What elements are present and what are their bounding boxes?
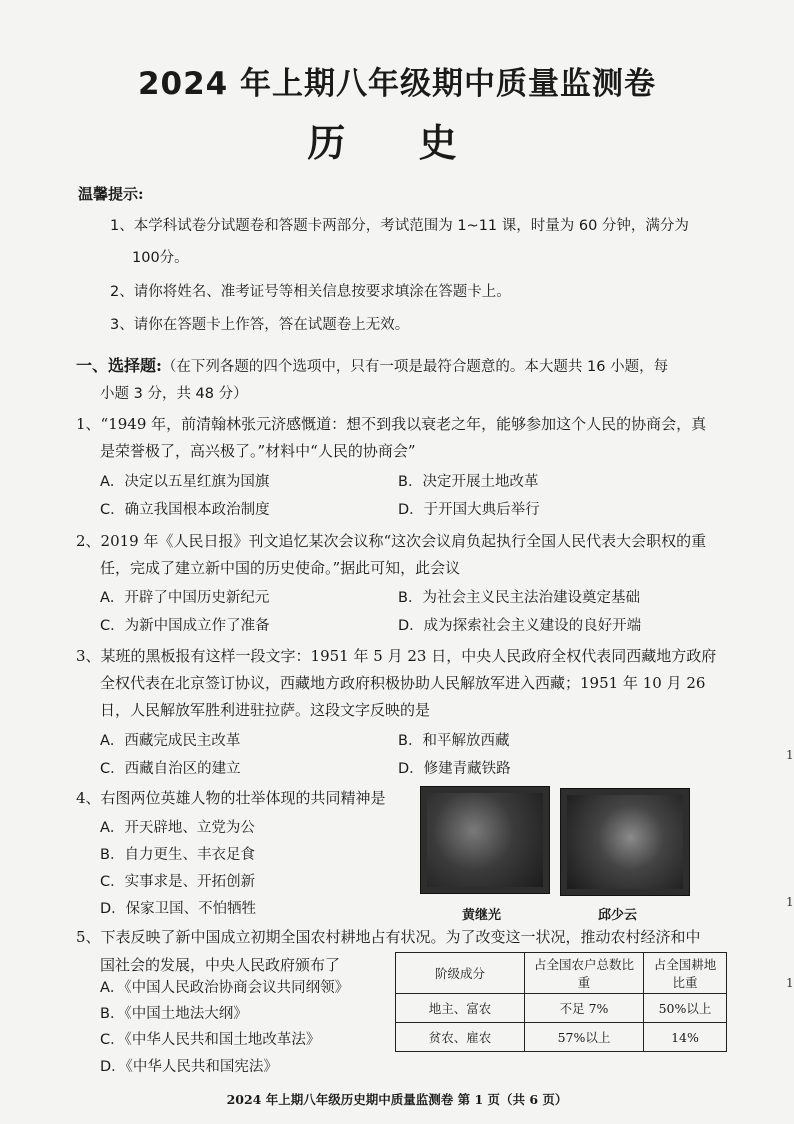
q3-option-d[interactable]: D．修建青藏铁路 xyxy=(398,761,511,777)
edge-mark: 1 xyxy=(786,976,794,990)
table-header-cell: 占全国耕地比重 xyxy=(644,953,727,994)
q1-option-d[interactable]: D．于开国大典后举行 xyxy=(398,502,540,518)
q5-option-a[interactable]: A．《中国人民政治协商会议共同纲领》 xyxy=(100,980,350,996)
edge-mark: 1 xyxy=(786,895,794,909)
q4-option-b[interactable]: B．自力更生、丰衣足食 xyxy=(100,847,255,863)
huang-jiguang-photo xyxy=(420,786,550,894)
q3-option-c[interactable]: C．西藏自治区的建立 xyxy=(100,761,241,777)
exam-title: 2024 年上期八年级期中质量监测卷 xyxy=(137,66,657,102)
section-desc-2: 小题 3 分，共 48 分） xyxy=(100,386,248,402)
tip-line-1: 1、本学科试卷分试题卷和答题卡两部分，考试范围为 1~11 课，时量为 60 分钟，满分为 xyxy=(110,218,689,234)
tip-line-2: 2、请你将姓名、准考证号等相关信息按要求填涂在答题卡上。 xyxy=(110,284,511,300)
tip-line-3: 3、请你在答题卡上作答，答在试题卷上无效。 xyxy=(110,317,410,333)
q5-option-c[interactable]: C．《中华人民共和国土地改革法》 xyxy=(100,1032,321,1048)
q3-option-a[interactable]: A．西藏完成民主改革 xyxy=(100,733,241,749)
q5-option-b[interactable]: B．《中国土地法大纲》 xyxy=(100,1006,248,1022)
q2-option-d[interactable]: D．成为探索社会主义建设的良好开端 xyxy=(398,618,642,634)
q1-option-b[interactable]: B．决定开展土地改革 xyxy=(398,474,539,490)
table-cell: 贫农、雇农 xyxy=(396,1023,525,1052)
subject-title: 历 史 xyxy=(307,120,487,165)
table-cell: 57%以上 xyxy=(525,1023,644,1052)
section-desc: （在下列各题的四个选项中，只有一项是最符合题意的。本大题共 16 小题，每 xyxy=(161,359,669,375)
table-header-cell: 占全国农户总数比重 xyxy=(525,953,644,994)
q2-stem-2: 任，完成了建立新中国的历史使命。”据此可知，此会议 xyxy=(100,559,461,577)
land-ownership-table xyxy=(395,952,727,1052)
q3-option-b[interactable]: B．和平解放西藏 xyxy=(398,733,510,749)
tips-heading: 温馨提示: xyxy=(78,185,144,203)
photo-image xyxy=(427,793,543,887)
page-footer: 2024 年上期八年级历史期中质量监测卷 第 1 页（共 6 页） xyxy=(226,1092,568,1107)
table-cell: 14% xyxy=(644,1023,727,1052)
q5-option-d[interactable]: D．《中华人民共和国宪法》 xyxy=(100,1059,278,1075)
q4-stem: 4、右图两位英雄人物的壮举体现的共同精神是 xyxy=(76,789,386,807)
q2-option-a[interactable]: A．开辟了中国历史新纪元 xyxy=(100,590,270,606)
q3-stem-3: 日，人民解放军胜利进驻拉萨。这段文字反映的是 xyxy=(100,701,431,719)
q5-stem-1: 5、下表反映了新中国成立初期全国农村耕地占有状况。为了改变这一状况，推动农村经济和中 xyxy=(76,928,701,946)
table-cell: 不足 7% xyxy=(525,994,644,1023)
photo-caption-2: 邱少云 xyxy=(598,908,638,923)
table-cell: 50%以上 xyxy=(644,994,727,1023)
table-header-row xyxy=(396,953,727,994)
table-row xyxy=(396,994,727,1023)
q5-stem-2: 国社会的发展，中央人民政府颁布了 xyxy=(100,956,341,974)
q4-option-d[interactable]: D．保家卫国、不怕牺牲 xyxy=(100,901,257,917)
q3-stem-2: 全权代表在北京签订协议，西藏地方政府积极协助人民解放军进入西藏；1951 年 10 月 26 xyxy=(100,674,706,692)
q3-stem-1: 3、某班的黑板报有这样一段文字：1951 年 5 月 23 日，中央人民政府全权代表同西藏地方政府 xyxy=(76,647,717,665)
q2-stem-1: 2、2019 年《人民日报》刊文追忆某次会议称“这次会议肩负起执行全国人民代表大会职权的重 xyxy=(76,532,707,550)
table-row xyxy=(396,1023,727,1052)
section-heading xyxy=(76,356,668,377)
table-cell: 地主、富农 xyxy=(396,994,525,1023)
q1-option-a[interactable]: A．决定以五星红旗为国旗 xyxy=(100,474,270,490)
edge-mark: 1 xyxy=(786,748,794,762)
table-header-cell: 阶级成分 xyxy=(396,953,525,994)
section-title: 一、选择题: xyxy=(76,356,162,375)
q4-option-c[interactable]: C．实事求是、开拓创新 xyxy=(100,874,256,890)
q4-option-a[interactable]: A．开天辟地、立党为公 xyxy=(100,820,255,836)
q1-stem-1: 1、“1949 年，前清翰林张元济感慨道：想不到我以衰老之年，能够参加这个人民的协商会，真 xyxy=(76,415,707,433)
tip-line-1b: 100分。 xyxy=(132,250,189,266)
photo-image xyxy=(567,795,683,889)
q2-option-c[interactable]: C．为新中国成立作了准备 xyxy=(100,618,270,634)
q1-option-c[interactable]: C．确立我国根本政治制度 xyxy=(100,502,270,518)
qiu-shaoyun-photo xyxy=(560,788,690,896)
q1-stem-2: 是荣誉极了，高兴极了。”材料中“人民的协商会” xyxy=(100,442,416,460)
photo-caption-1: 黄继光 xyxy=(462,908,502,923)
q2-option-b[interactable]: B．为社会主义民主法治建设奠定基础 xyxy=(398,590,640,606)
